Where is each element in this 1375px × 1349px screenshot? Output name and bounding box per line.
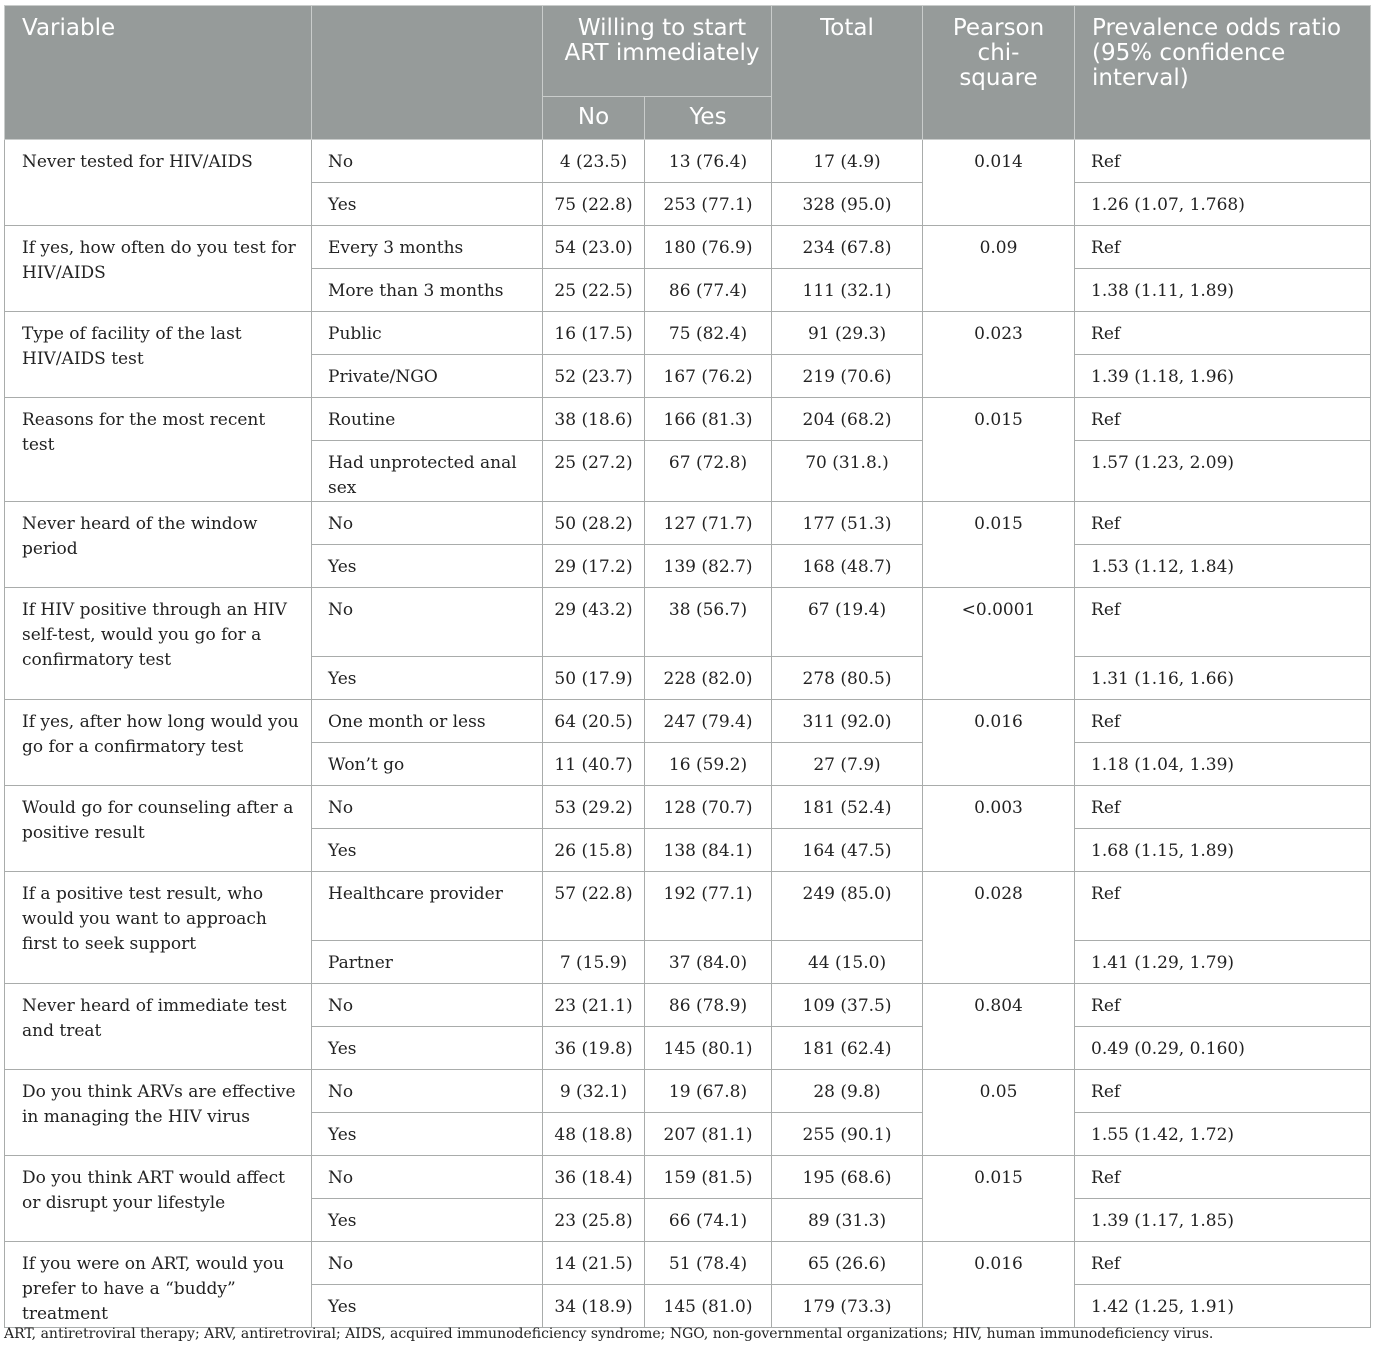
- total-cell: 255 (90.1): [772, 1113, 923, 1156]
- odds-ratio-cell: Ref: [1075, 1070, 1371, 1113]
- odds-ratio-cell: 1.39 (1.17, 1.85): [1075, 1199, 1371, 1242]
- chi-square-cell: 0.804: [923, 984, 1075, 1070]
- table-row: [5, 226, 1371, 269]
- chi-square-cell: 0.015: [923, 1156, 1075, 1242]
- odds-ratio-cell: Ref: [1075, 1242, 1371, 1285]
- yes-count-cell: 86 (78.9): [645, 984, 772, 1027]
- no-count-cell: 50 (28.2): [543, 502, 645, 545]
- table-row: [5, 398, 1371, 441]
- yes-count-cell: 253 (77.1): [645, 183, 772, 226]
- no-count-cell: 29 (43.2): [543, 588, 645, 657]
- category-cell: Yes: [312, 829, 543, 872]
- odds-ratio-cell: 1.53 (1.12, 1.84): [1075, 545, 1371, 588]
- variable-cell: If you were on ART, would you prefer to have a “buddy” treatment: [5, 1242, 312, 1328]
- category-cell: Yes: [312, 183, 543, 226]
- variable-cell: If yes, how often do you test for HIV/AIDS: [5, 226, 312, 312]
- odds-ratio-cell: 1.41 (1.29, 1.79): [1075, 941, 1371, 984]
- yes-count-cell: 38 (56.7): [645, 588, 772, 657]
- variable-cell: If yes, after how long would you go for a confirmatory test: [5, 700, 312, 786]
- yes-count-cell: 145 (81.0): [645, 1285, 772, 1328]
- table-body: [5, 140, 1371, 1328]
- no-count-cell: 9 (32.1): [543, 1070, 645, 1113]
- variable-cell: If HIV positive through an HIV self-test, would you go for a confirmatory test: [5, 588, 312, 700]
- total-cell: 168 (48.7): [772, 545, 923, 588]
- chi-square-cell: 0.014: [923, 140, 1075, 226]
- chi-square-cell: 0.028: [923, 872, 1075, 984]
- chi-square-cell: <0.0001: [923, 588, 1075, 700]
- no-count-cell: 52 (23.7): [543, 355, 645, 398]
- odds-ratio-cell: Ref: [1075, 226, 1371, 269]
- category-cell: Private/NGO: [312, 355, 543, 398]
- yes-count-cell: 167 (76.2): [645, 355, 772, 398]
- total-cell: 111 (32.1): [772, 269, 923, 312]
- chi-square-cell: 0.09: [923, 226, 1075, 312]
- variable-cell: Never tested for HIV/AIDS: [5, 140, 312, 226]
- yes-count-cell: 139 (82.7): [645, 545, 772, 588]
- category-cell: One month or less: [312, 700, 543, 743]
- odds-ratio-cell: 1.57 (1.23, 2.09): [1075, 441, 1371, 502]
- variable-cell: Never heard of the window period: [5, 502, 312, 588]
- yes-count-cell: 228 (82.0): [645, 657, 772, 700]
- no-count-cell: 25 (22.5): [543, 269, 645, 312]
- total-cell: 89 (31.3): [772, 1199, 923, 1242]
- results-table: [4, 5, 1371, 1328]
- odds-ratio-cell: 1.39 (1.18, 1.96): [1075, 355, 1371, 398]
- yes-count-cell: 192 (77.1): [645, 872, 772, 941]
- header-por: Prevalence odds ratio (95% confidence interval): [1075, 6, 1371, 140]
- category-cell: No: [312, 1242, 543, 1285]
- yes-count-cell: 66 (74.1): [645, 1199, 772, 1242]
- table-row: [5, 140, 1371, 183]
- category-cell: Yes: [312, 1285, 543, 1328]
- no-count-cell: 26 (15.8): [543, 829, 645, 872]
- no-count-cell: 64 (20.5): [543, 700, 645, 743]
- yes-count-cell: 75 (82.4): [645, 312, 772, 355]
- odds-ratio-cell: Ref: [1075, 1156, 1371, 1199]
- category-cell: No: [312, 588, 543, 657]
- yes-count-cell: 180 (76.9): [645, 226, 772, 269]
- no-count-cell: 23 (21.1): [543, 984, 645, 1027]
- category-cell: No: [312, 1156, 543, 1199]
- odds-ratio-cell: Ref: [1075, 140, 1371, 183]
- table-row: [5, 1156, 1371, 1199]
- no-count-cell: 16 (17.5): [543, 312, 645, 355]
- category-cell: No: [312, 1070, 543, 1113]
- category-cell: Public: [312, 312, 543, 355]
- total-cell: 164 (47.5): [772, 829, 923, 872]
- variable-cell: Would go for counseling after a positive result: [5, 786, 312, 872]
- no-count-cell: 48 (18.8): [543, 1113, 645, 1156]
- total-cell: 44 (15.0): [772, 941, 923, 984]
- odds-ratio-cell: Ref: [1075, 700, 1371, 743]
- total-cell: 311 (92.0): [772, 700, 923, 743]
- table-row: [5, 1070, 1371, 1113]
- yes-count-cell: 13 (76.4): [645, 140, 772, 183]
- category-cell: Every 3 months: [312, 226, 543, 269]
- total-cell: 70 (31.8.): [772, 441, 923, 502]
- yes-count-cell: 16 (59.2): [645, 743, 772, 786]
- category-cell: Yes: [312, 1199, 543, 1242]
- variable-cell: Do you think ARVs are effective in managing the HIV virus: [5, 1070, 312, 1156]
- variable-cell: Type of facility of the last HIV/AIDS test: [5, 312, 312, 398]
- total-cell: 278 (80.5): [772, 657, 923, 700]
- total-cell: 91 (29.3): [772, 312, 923, 355]
- no-count-cell: 23 (25.8): [543, 1199, 645, 1242]
- total-cell: 67 (19.4): [772, 588, 923, 657]
- category-cell: Routine: [312, 398, 543, 441]
- header-chi: Pearson chi-square: [923, 6, 1075, 140]
- chi-square-cell: 0.015: [923, 398, 1075, 502]
- table-row: [5, 502, 1371, 545]
- no-count-cell: 53 (29.2): [543, 786, 645, 829]
- category-cell: Yes: [312, 545, 543, 588]
- no-count-cell: 36 (18.4): [543, 1156, 645, 1199]
- chi-square-cell: 0.023: [923, 312, 1075, 398]
- header-willing: Willing to start ART immediately: [543, 6, 772, 97]
- total-cell: 177 (51.3): [772, 502, 923, 545]
- odds-ratio-cell: 1.42 (1.25, 1.91): [1075, 1285, 1371, 1328]
- yes-count-cell: 159 (81.5): [645, 1156, 772, 1199]
- yes-count-cell: 51 (78.4): [645, 1242, 772, 1285]
- odds-ratio-cell: Ref: [1075, 312, 1371, 355]
- no-count-cell: 4 (23.5): [543, 140, 645, 183]
- total-cell: 249 (85.0): [772, 872, 923, 941]
- table-row: [5, 1242, 1371, 1285]
- yes-count-cell: 19 (67.8): [645, 1070, 772, 1113]
- total-cell: 204 (68.2): [772, 398, 923, 441]
- category-cell: Yes: [312, 1027, 543, 1070]
- yes-count-cell: 86 (77.4): [645, 269, 772, 312]
- category-cell: Partner: [312, 941, 543, 984]
- table-row: [5, 588, 1371, 657]
- variable-cell: Reasons for the most recent test: [5, 398, 312, 502]
- odds-ratio-cell: 1.68 (1.15, 1.89): [1075, 829, 1371, 872]
- category-cell: No: [312, 984, 543, 1027]
- total-cell: 181 (52.4): [772, 786, 923, 829]
- total-cell: 17 (4.9): [772, 140, 923, 183]
- no-count-cell: 75 (22.8): [543, 183, 645, 226]
- category-cell: Won’t go: [312, 743, 543, 786]
- no-count-cell: 38 (18.6): [543, 398, 645, 441]
- odds-ratio-cell: 0.49 (0.29, 0.160): [1075, 1027, 1371, 1070]
- odds-ratio-cell: Ref: [1075, 984, 1371, 1027]
- total-cell: 65 (26.6): [772, 1242, 923, 1285]
- yes-count-cell: 145 (80.1): [645, 1027, 772, 1070]
- total-cell: 195 (68.6): [772, 1156, 923, 1199]
- yes-count-cell: 127 (71.7): [645, 502, 772, 545]
- odds-ratio-cell: Ref: [1075, 588, 1371, 657]
- category-cell: Healthcare provider: [312, 872, 543, 941]
- chi-square-cell: 0.016: [923, 700, 1075, 786]
- no-count-cell: 11 (40.7): [543, 743, 645, 786]
- yes-count-cell: 166 (81.3): [645, 398, 772, 441]
- table-row: [5, 700, 1371, 743]
- odds-ratio-cell: Ref: [1075, 872, 1371, 941]
- no-count-cell: 7 (15.9): [543, 941, 645, 984]
- no-count-cell: 25 (27.2): [543, 441, 645, 502]
- yes-count-cell: 247 (79.4): [645, 700, 772, 743]
- odds-ratio-cell: Ref: [1075, 502, 1371, 545]
- table-row: [5, 786, 1371, 829]
- category-cell: Yes: [312, 657, 543, 700]
- table-footnote: ART, antiretroviral therapy; ARV, antiretroviral; AIDS, acquired immunodeficiency syndrome; NGO, non-governmental organizations; HIV, human immunodeficiency virus.: [4, 1326, 1214, 1342]
- total-cell: 27 (7.9): [772, 743, 923, 786]
- variable-cell: If a positive test result, who would you want to approach first to seek support: [5, 872, 312, 984]
- no-count-cell: 29 (17.2): [543, 545, 645, 588]
- yes-count-cell: 128 (70.7): [645, 786, 772, 829]
- category-cell: No: [312, 502, 543, 545]
- category-cell: Had unprotected anal sex: [312, 441, 543, 502]
- odds-ratio-cell: 1.55 (1.42, 1.72): [1075, 1113, 1371, 1156]
- odds-ratio-cell: 1.31 (1.16, 1.66): [1075, 657, 1371, 700]
- table-row: [5, 312, 1371, 355]
- table-row: [5, 984, 1371, 1027]
- chi-square-cell: 0.003: [923, 786, 1075, 872]
- total-cell: 28 (9.8): [772, 1070, 923, 1113]
- chi-square-cell: 0.016: [923, 1242, 1075, 1328]
- yes-count-cell: 37 (84.0): [645, 941, 772, 984]
- total-cell: 219 (70.6): [772, 355, 923, 398]
- odds-ratio-cell: 1.26 (1.07, 1.768): [1075, 183, 1371, 226]
- table-container: [4, 5, 1370, 1328]
- variable-cell: Do you think ART would affect or disrupt your lifestyle: [5, 1156, 312, 1242]
- yes-count-cell: 207 (81.1): [645, 1113, 772, 1156]
- category-cell: Yes: [312, 1113, 543, 1156]
- no-count-cell: 34 (18.9): [543, 1285, 645, 1328]
- yes-count-cell: 138 (84.1): [645, 829, 772, 872]
- total-cell: 234 (67.8): [772, 226, 923, 269]
- header-variable: Variable: [5, 6, 312, 140]
- category-cell: No: [312, 786, 543, 829]
- category-cell: More than 3 months: [312, 269, 543, 312]
- odds-ratio-cell: Ref: [1075, 786, 1371, 829]
- no-count-cell: 54 (23.0): [543, 226, 645, 269]
- chi-square-cell: 0.05: [923, 1070, 1075, 1156]
- no-count-cell: 36 (19.8): [543, 1027, 645, 1070]
- no-count-cell: 57 (22.8): [543, 872, 645, 941]
- odds-ratio-cell: 1.38 (1.11, 1.89): [1075, 269, 1371, 312]
- yes-count-cell: 67 (72.8): [645, 441, 772, 502]
- header-yes: Yes: [645, 97, 772, 140]
- chi-square-cell: 0.015: [923, 502, 1075, 588]
- category-cell: No: [312, 140, 543, 183]
- table-row: [5, 872, 1371, 941]
- total-cell: 109 (37.5): [772, 984, 923, 1027]
- total-cell: 328 (95.0): [772, 183, 923, 226]
- header-total: Total: [772, 6, 923, 140]
- no-count-cell: 14 (21.5): [543, 1242, 645, 1285]
- total-cell: 179 (73.3): [772, 1285, 923, 1328]
- header-no: No: [543, 97, 645, 140]
- odds-ratio-cell: 1.18 (1.04, 1.39): [1075, 743, 1371, 786]
- no-count-cell: 50 (17.9): [543, 657, 645, 700]
- variable-cell: Never heard of immediate test and treat: [5, 984, 312, 1070]
- total-cell: 181 (62.4): [772, 1027, 923, 1070]
- header-category: [312, 6, 543, 140]
- odds-ratio-cell: Ref: [1075, 398, 1371, 441]
